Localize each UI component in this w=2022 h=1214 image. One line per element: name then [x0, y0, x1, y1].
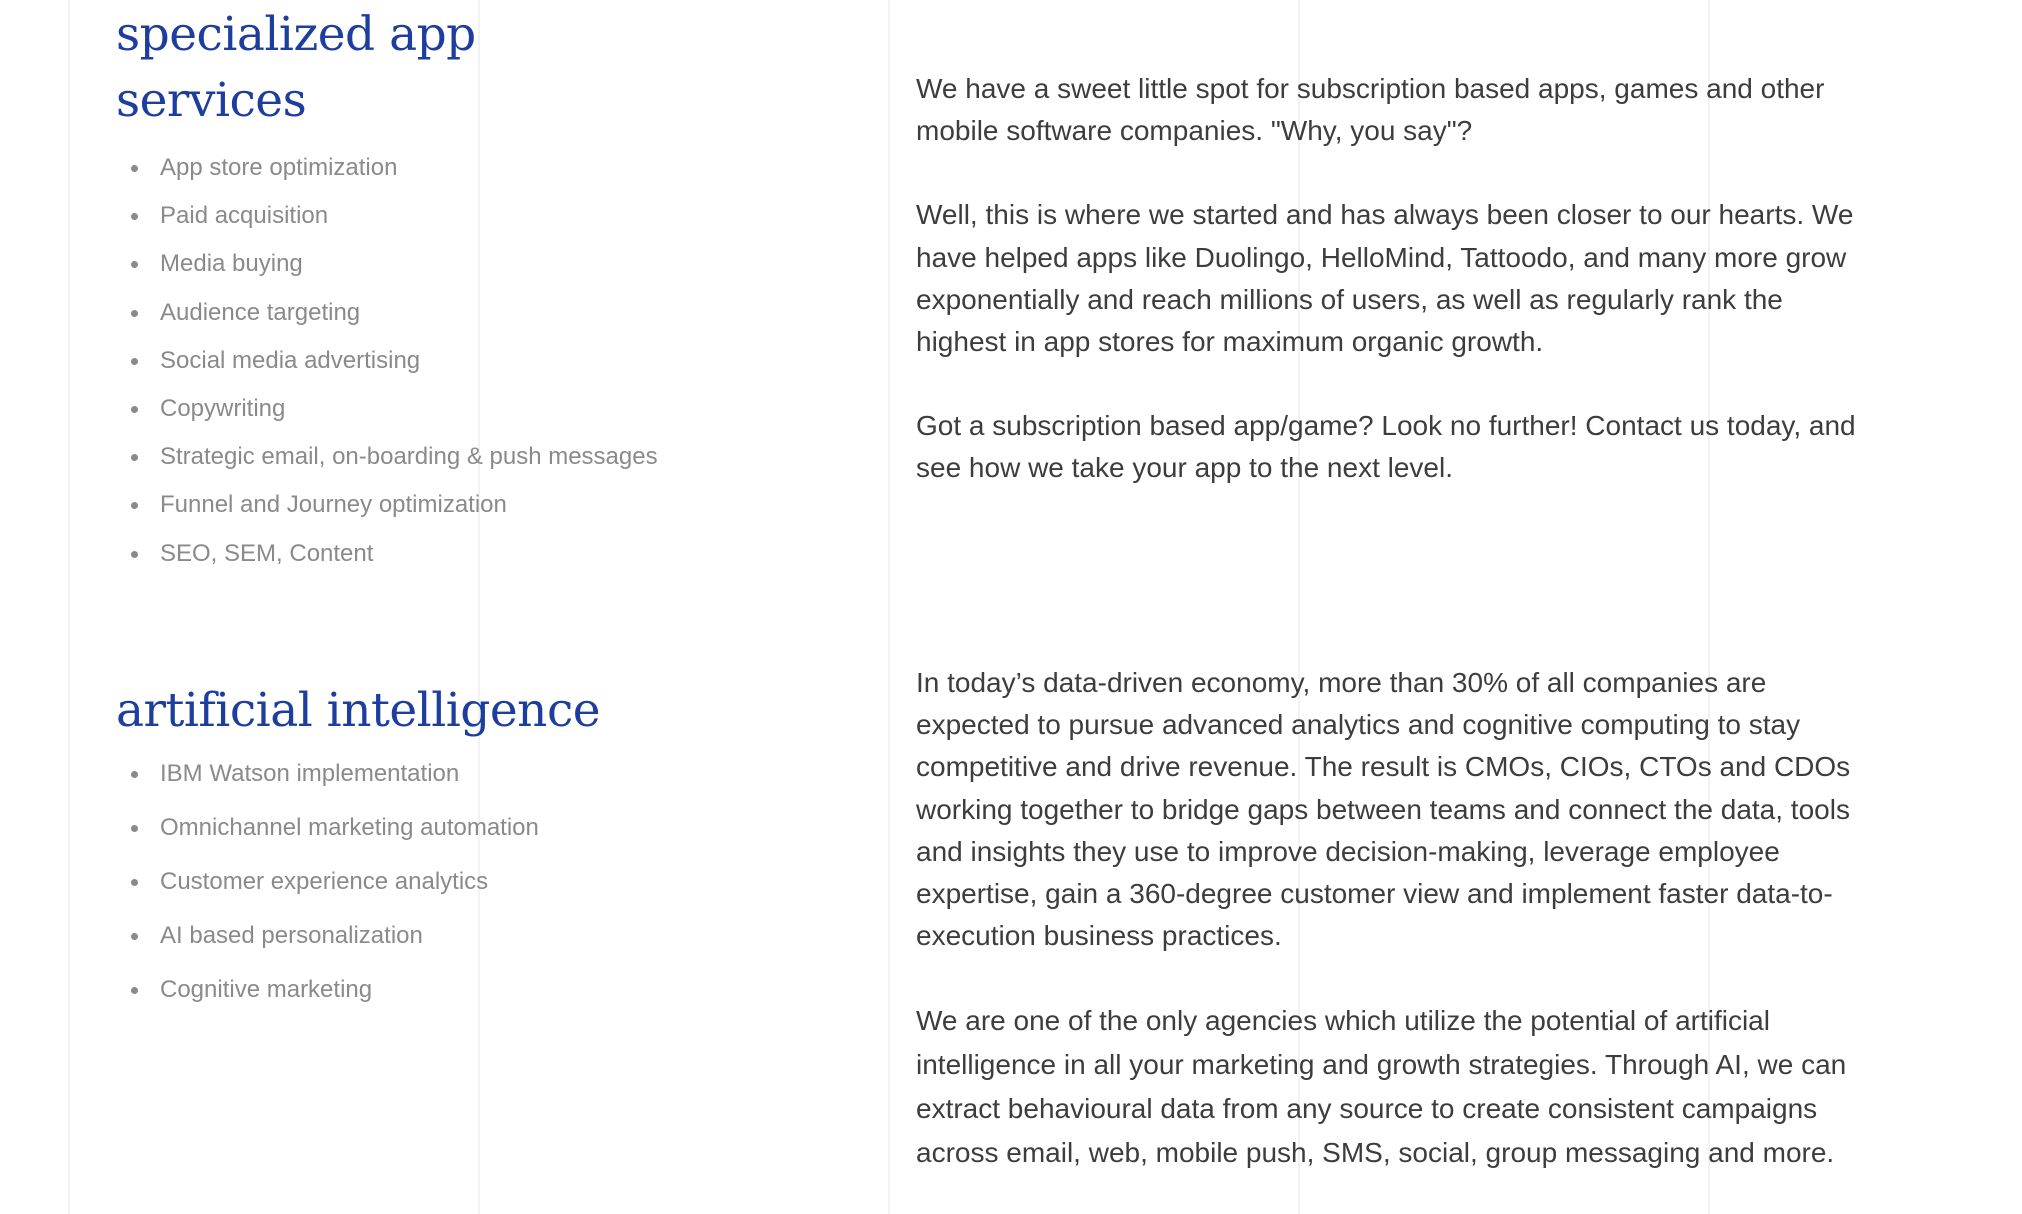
list-item: SEO, SEM, Content	[116, 530, 816, 578]
description-column	[916, 68, 1876, 490]
heading-line: specialized app	[116, 7, 476, 62]
paragraph: Well, this is where we started and has always been closer to our hearts. We have helped apps like Duolingo, HelloMind, Tattoodo, and many more grow exponentially and reach millions of users, as well as regularly rank the highest in app stores for maximum organic growth.	[916, 199, 1854, 358]
gridline	[68, 0, 70, 1214]
list-item: Media buying	[116, 240, 816, 288]
list-item: Paid acquisition	[116, 192, 816, 240]
services-list	[116, 144, 816, 578]
gridline	[888, 0, 890, 1214]
section-heading: artificial intelligence	[116, 683, 601, 738]
paragraph: In today’s data-driven economy, more than 30% of all companies are expected to pursue advanced analytics and cognitive computing to stay competitive and drive revenue. The result is CMOs, CIOs, CTOs and CDOs working together to bridge gaps between teams and connect the data, tools and insights they use to improve decision-making, leverage employee expertise, gain a 360-degree customer view and implement faster data-to-execution business practices.	[916, 667, 1851, 952]
section-heading	[116, 2, 816, 134]
services-list	[116, 747, 816, 1017]
services-column	[116, 2, 816, 578]
description-column	[916, 662, 1876, 1175]
list-item: IBM Watson implementation	[116, 747, 816, 801]
heading-line: services	[116, 73, 307, 128]
list-item: Strategic email, on-boarding & push messages	[116, 433, 816, 481]
list-item: Audience targeting	[116, 289, 816, 337]
paragraph: Got a subscription based app/game? Look no further! Contact us today, and see how we take your app to the next level.	[916, 410, 1856, 484]
list-item: Copywriting	[116, 385, 816, 433]
list-item: Cognitive marketing	[116, 963, 816, 1017]
list-item: Funnel and Journey optimization	[116, 481, 816, 529]
list-item: Omnichannel marketing automation	[116, 801, 816, 855]
list-item: App store optimization	[116, 144, 816, 192]
paragraph: We have a sweet little spot for subscription based apps, games and other mobile software companies. "Why, you say"?	[916, 73, 1825, 147]
list-item: AI based personalization	[116, 909, 816, 963]
services-column	[116, 678, 816, 1017]
list-item: Social media advertising	[116, 337, 816, 385]
paragraph: We are one of the only agencies which utilize the potential of artificial intelligence in all your marketing and growth strategies. Through AI, we can extract behavioural data from any source to create consistent campaigns across email, web, mobile push, SMS, social, group messaging and more.	[916, 1005, 1847, 1169]
list-item: Customer experience analytics	[116, 855, 816, 909]
